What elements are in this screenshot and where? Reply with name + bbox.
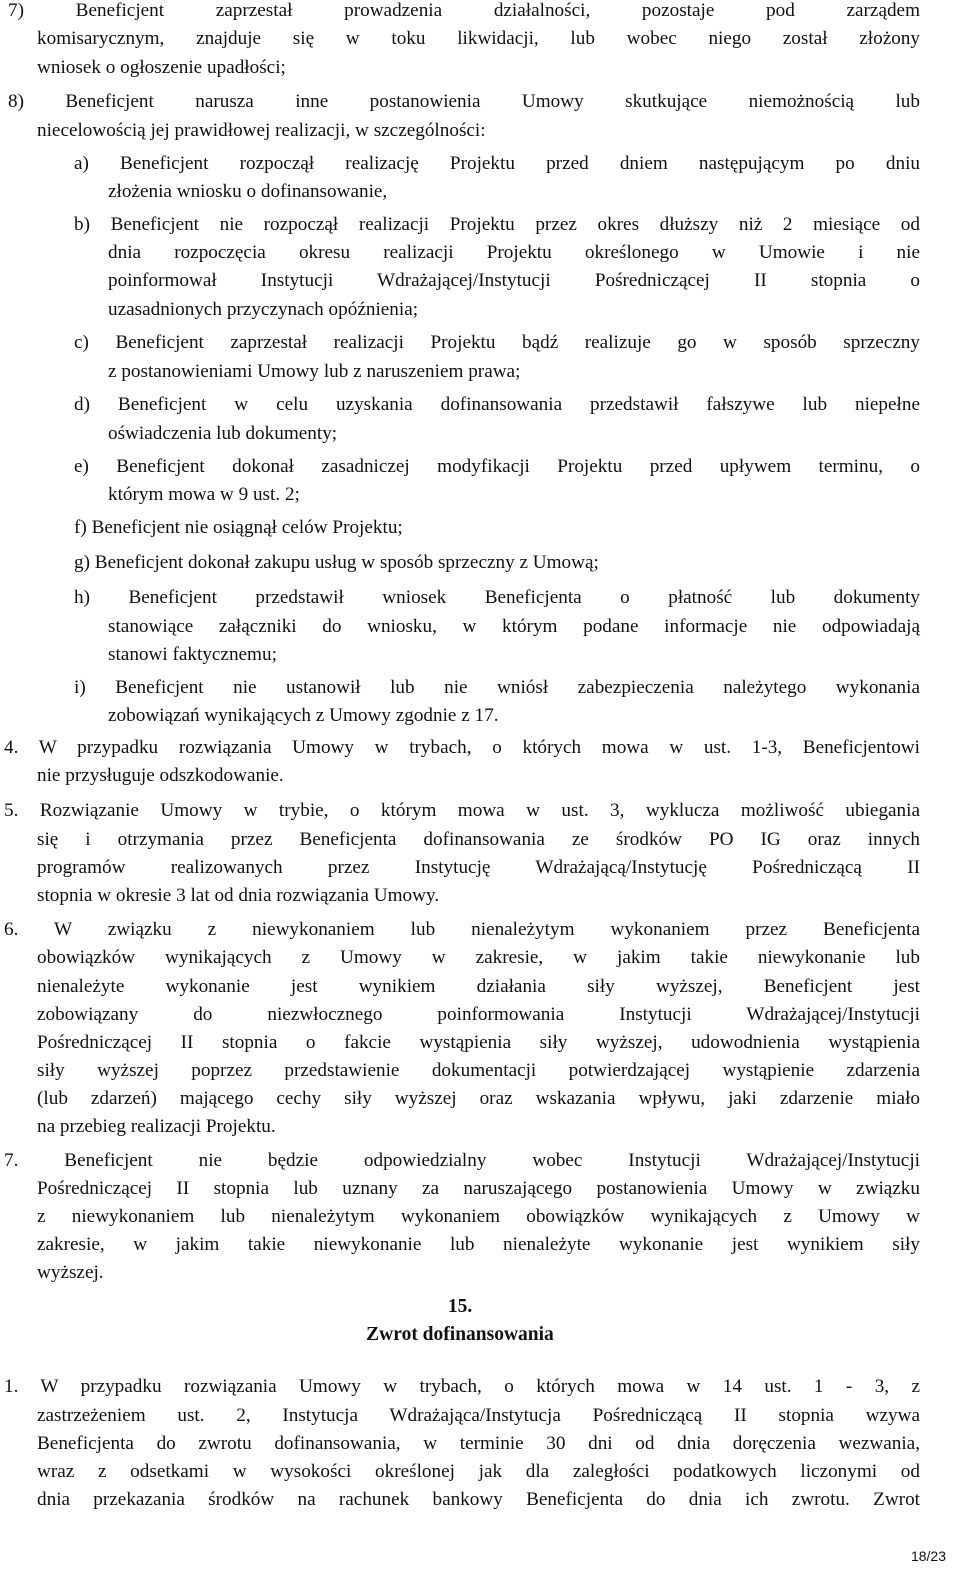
section-title: Zwrot dofinansowania (366, 1324, 554, 1345)
text-line: Beneficjenta do zwrotu dofinansowania, w terminie 30 dni od dnia doręczenia wezwania, (37, 1433, 920, 1454)
text-line: stopnia w okresie 3 lat od dnia rozwiązania Umowy. (37, 885, 440, 906)
text-line: oświadczenia lub dokumenty; (108, 423, 338, 444)
page-number: 18/23 (910, 1548, 946, 1564)
text-line: się i otrzymania przez Beneficjenta dofinansowania ze środków PO IG oraz innych (37, 829, 920, 850)
text-line: a) Beneficjent rozpoczął realizację Projektu przed dniem następującym po dniu (74, 153, 920, 174)
text-line: 1. W przypadku rozwiązania Umowy w trybach, o których mowa w 14 ust. 1 - 3, z (4, 1376, 920, 1397)
text-line: którym mowa w 9 ust. 2; (108, 484, 300, 505)
text-line: h) Beneficjent przedstawił wniosek Beneficjenta o płatność lub dokumenty (74, 587, 920, 608)
text-line: g) Beneficjent dokonał zakupu usług w sposób sprzeczny z Umową; (74, 552, 599, 573)
text-line: 7. Beneficjent nie będzie odpowiedzialny wobec Instytucji Wdrażającej/Instytucji (4, 1150, 920, 1171)
text-line: obowiązków wynikających z Umowy w zakresie, w jakim takie niewykonanie lub (37, 947, 920, 968)
text-line: programów realizowanych przez Instytucję Wdrażającą/Instytucję Pośredniczącą II (37, 857, 920, 878)
text-line: z postanowieniami Umowy lub z naruszeniem prawa; (108, 361, 521, 382)
text-line: wraz z odsetkami w wysokości określonej jak dla zaległości podatkowych liczonymi od (37, 1461, 920, 1482)
text-line: i) Beneficjent nie ustanowił lub nie wniósł zabezpieczenia należytego wykonania (74, 677, 920, 698)
text-line: złożenia wniosku o dofinansowanie, (108, 181, 388, 202)
text-line: z niewykonaniem lub nienależytym wykonaniem obowiązków wynikających z Umowy w (37, 1206, 920, 1227)
text-line: stanowi faktycznemu; (108, 644, 277, 665)
text-line: wyższej. (37, 1262, 104, 1283)
text-line: stanowiące załączniki do wniosku, w którym podane informacje nie odpowiadają (108, 616, 920, 637)
text-line: Pośredniczącej II stopnia o fakcie wystąpienia siły wyższej, udowodnienia wystąpienia (37, 1032, 920, 1053)
text-line: siły wyższej poprzez przedstawienie dokumentacji potwierdzającej wystąpienie zdarzenia (37, 1060, 920, 1081)
text-line: na przebieg realizacji Projektu. (37, 1116, 276, 1137)
text-line: 8) Beneficjent narusza inne postanowienia Umowy skutkujące niemożnością lub (8, 91, 920, 112)
text-line: d) Beneficjent w celu uzyskania dofinansowania przedstawił fałszywe lub niepełne (74, 394, 920, 415)
text-line: uzasadnionych przyczynach opóźnienia; (108, 299, 419, 320)
text-line: c) Beneficjent zaprzestał realizacji Projektu bądź realizuje go w sposób sprzeczny (74, 332, 920, 353)
text-line: komisarycznym, znajduje się w toku likwidacji, lub wobec niego został złożony (37, 28, 920, 49)
text-line: b) Beneficjent nie rozpoczął realizacji Projektu przez okres dłuższy niż 2 miesiące od (74, 214, 920, 235)
text-line: e) Beneficjent dokonał zasadniczej modyfikacji Projektu przed upływem terminu, o (74, 456, 920, 477)
text-line: f) Beneficjent nie osiągnął celów Projektu; (74, 517, 403, 538)
text-line: (lub zdarzeń) mającego cechy siły wyższej oraz wskazania wpływu, jaki zdarzenie miało (37, 1088, 920, 1109)
text-line: niecelowością jej prawidłowej realizacji, w szczególności: (37, 120, 486, 141)
text-line: 5. Rozwiązanie Umowy w trybie, o którym mowa w ust. 3, wyklucza możliwość ubiegania (4, 800, 920, 821)
text-line: poinformował Instytucji Wdrażającej/Instytucji Pośredniczącej II stopnia o (108, 270, 920, 291)
text-line: 7) Beneficjent zaprzestał prowadzenia działalności, pozostaje pod zarządem (8, 0, 920, 21)
text-line: nie przysługuje odszkodowanie. (37, 765, 284, 786)
text-line: 4. W przypadku rozwiązania Umowy w trybach, o których mowa w ust. 1-3, Beneficjentowi (4, 737, 920, 758)
text-line: dnia rozpoczęcia okresu realizacji Projektu określonego w Umowie i nie (108, 242, 920, 263)
text-line: 6. W związku z niewykonaniem lub nienależytym wykonaniem przez Beneficjenta (4, 919, 920, 940)
text-line: nienależyte wykonanie jest wynikiem działania siły wyższej, Beneficjent jest (37, 976, 920, 997)
text-line: dnia przekazania środków na rachunek bankowy Beneficjenta do dnia ich zwrotu. Zwrot (37, 1489, 920, 1510)
text-line: zastrzeżeniem ust. 2, Instytucja Wdrażająca/Instytucja Pośredniczącą II stopnia wzywa (37, 1405, 920, 1426)
text-line: Pośredniczącej II stopnia lub uznany za naruszającego postanowienia Umowy w związku (37, 1178, 920, 1199)
text-line: zakresie, w jakim takie niewykonanie lub nienależyte wykonanie jest wynikiem siły (37, 1234, 920, 1255)
text-line: wniosek o ogłoszenie upadłości; (37, 57, 286, 78)
text-line: zobowiązany do niezwłocznego poinformowania Instytucji Wdrażającej/Instytucji (37, 1004, 920, 1025)
section-number: 15. (447, 1296, 473, 1317)
text-line: zobowiązań wynikających z Umowy zgodnie z 17. (108, 705, 499, 726)
